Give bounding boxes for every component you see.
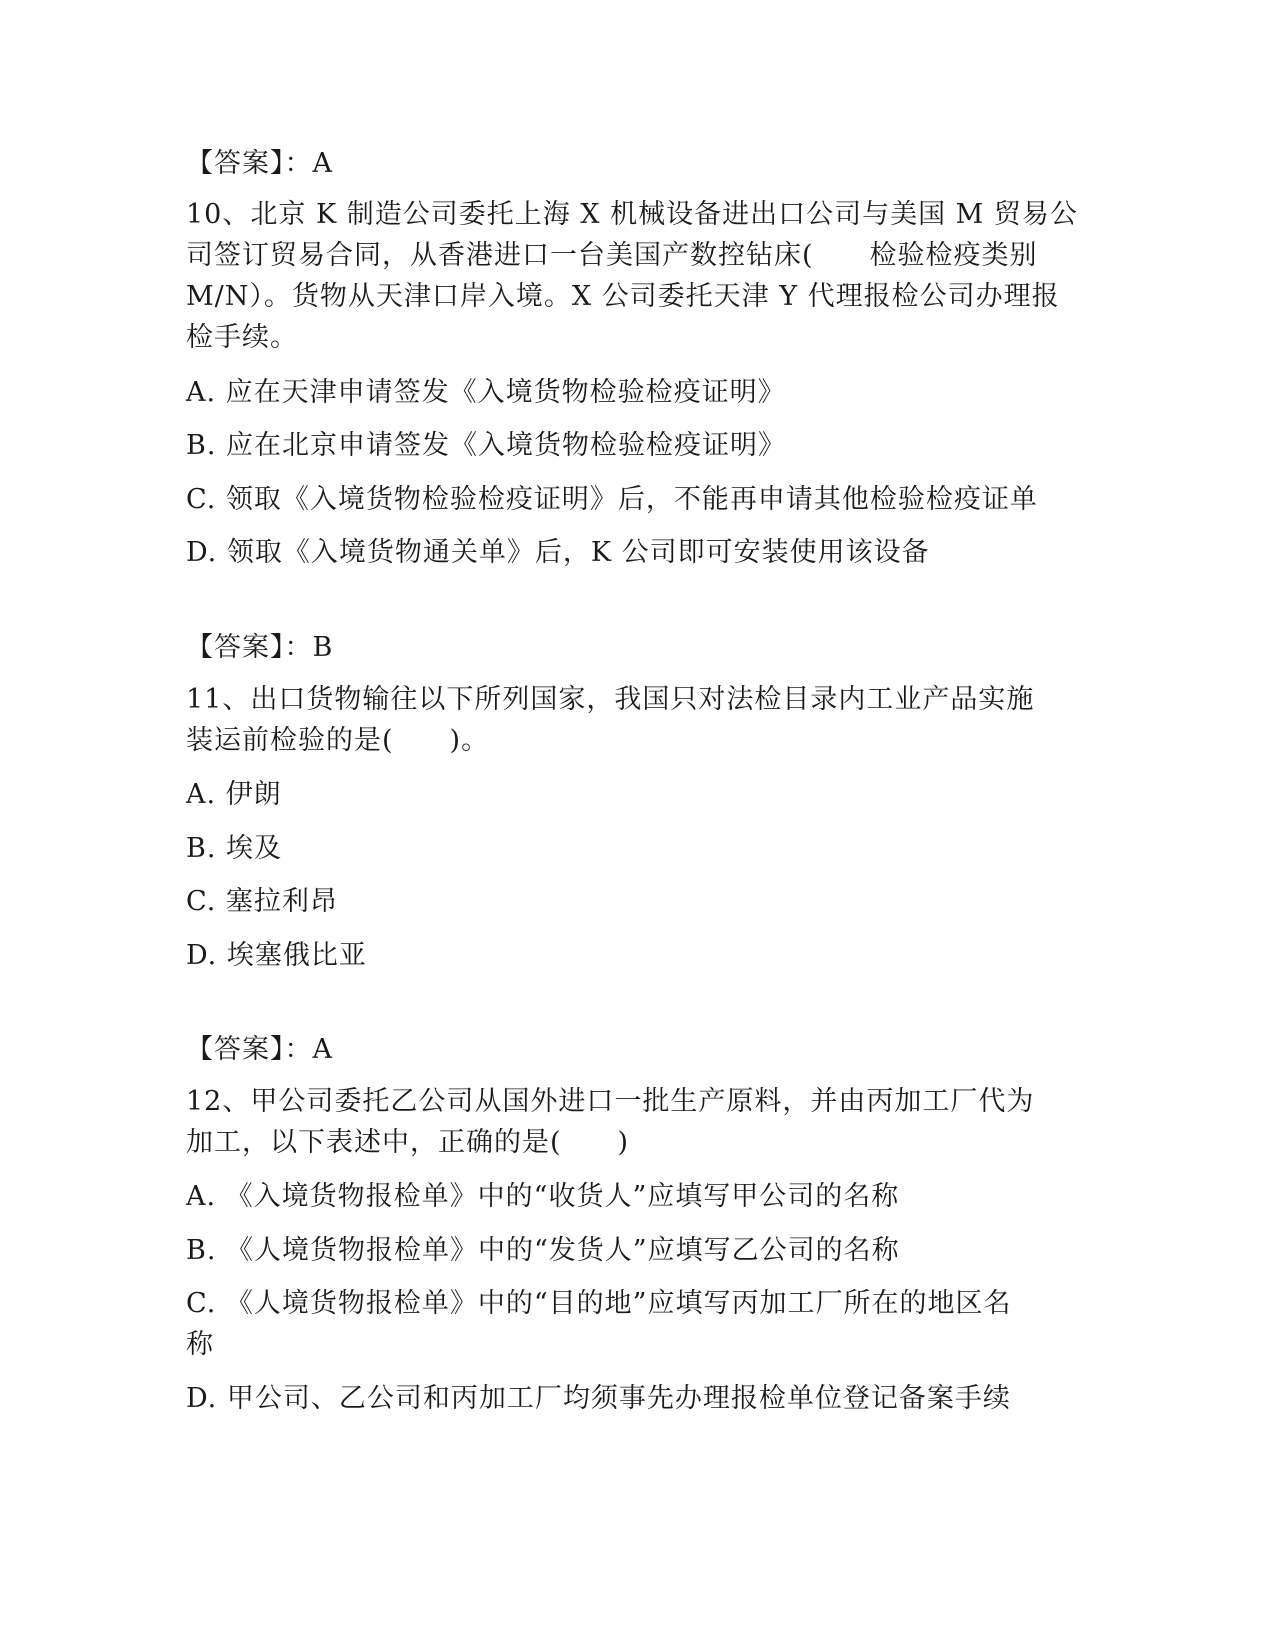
answer-line: 【答案】：B bbox=[186, 632, 334, 663]
question-11-stem-line-1: 11、出口货物输往以下所列国家，我国只对法检目录内工业产品实施 bbox=[186, 684, 1035, 715]
question-12-stem-line-1: 12、甲公司委托乙公司从国外进口一批生产原料，并由丙加工厂代为 bbox=[186, 1086, 1035, 1117]
answer-line: 【答案】：A bbox=[186, 148, 333, 179]
question-11-stem-line-2: 装运前检验的是( )。 bbox=[186, 725, 490, 756]
question-10-stem-line-4: 检手续。 bbox=[186, 322, 298, 353]
question-10-option-a: A. 应在天津申请签发《入境货物检验检疫证明》 bbox=[186, 377, 786, 408]
question-12-option-c-line-2: 称 bbox=[186, 1329, 214, 1360]
answer-line: 【答案】：A bbox=[186, 1034, 333, 1065]
question-11-option-d: D. 埃塞俄比亚 bbox=[186, 940, 367, 971]
question-11-option-c: C. 塞拉利昂 bbox=[186, 886, 338, 917]
question-12-stem-line-2: 加工，以下表述中，正确的是( ) bbox=[186, 1127, 630, 1158]
question-10-stem-line-2: 司签订贸易合同，从香港进口一台美国产数控钻床( 检验检疫类别 bbox=[186, 240, 1038, 271]
question-10-option-c: C. 领取《入境货物检验检疫证明》后，不能再申请其他检验检疫证单 bbox=[186, 484, 1038, 515]
question-11-option-a: A. 伊朗 bbox=[186, 779, 282, 810]
question-11-option-b: B. 埃及 bbox=[186, 833, 283, 864]
question-12-option-b: B. 《人境货物报检单》中的“发货人”应填写乙公司的名称 bbox=[186, 1235, 900, 1266]
question-12-option-c-line-1: C. 《人境货物报检单》中的“目的地”应填写丙加工厂所在的地区名 bbox=[186, 1288, 1012, 1319]
question-10-option-b: B. 应在北京申请签发《入境货物检验检疫证明》 bbox=[186, 430, 787, 461]
question-12-option-d: D. 甲公司、乙公司和丙加工厂均须事先办理报检单位登记备案手续 bbox=[186, 1383, 1011, 1414]
question-10-stem-line-3: M/N）。货物从天津口岸入境。X 公司委托天津 Y 代理报检公司办理报 bbox=[186, 281, 1060, 312]
question-10-stem-line-1: 10、北京 K 制造公司委托上海 X 机械设备进出口公司与美国 M 贸易公 bbox=[186, 199, 1078, 230]
question-10-option-d: D. 领取《入境货物通关单》后，K 公司即可安装使用该设备 bbox=[186, 537, 930, 568]
question-12-option-a: A. 《入境货物报检单》中的“收货人”应填写甲公司的名称 bbox=[186, 1181, 900, 1212]
